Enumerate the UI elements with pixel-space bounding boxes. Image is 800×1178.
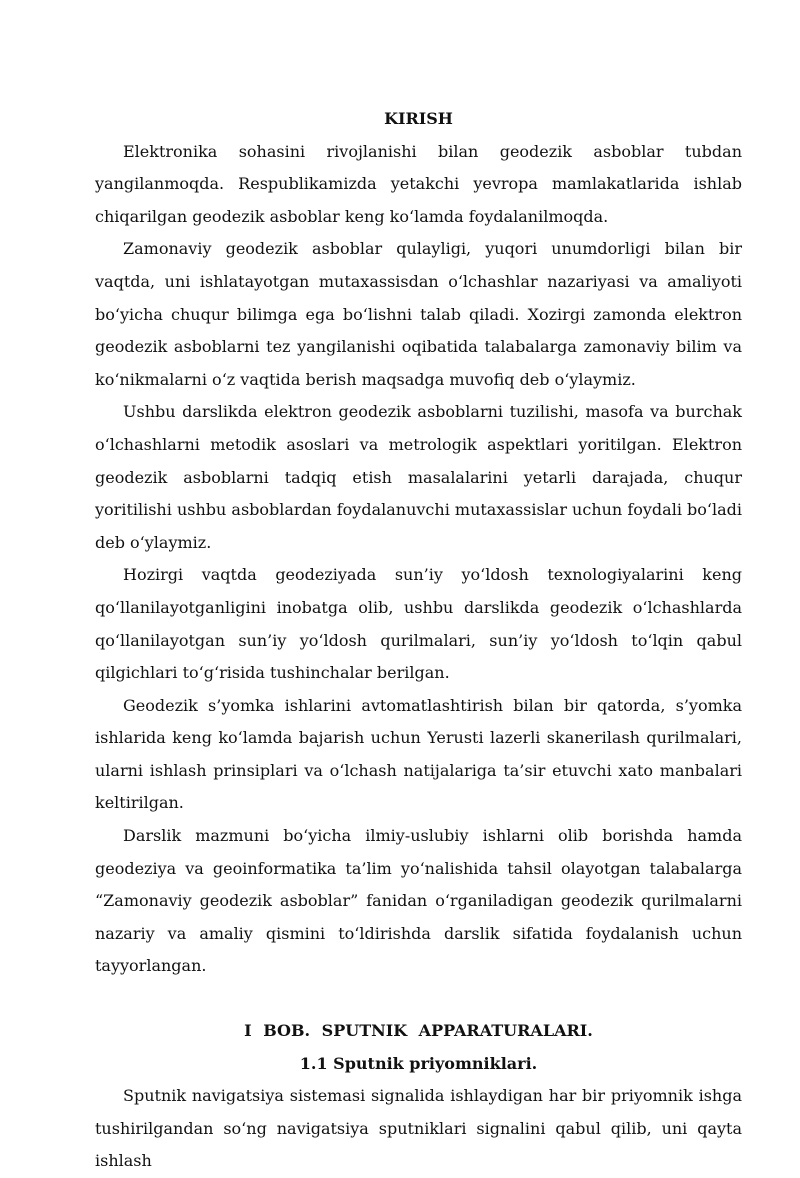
intro-paragraph-1: Elektronika sohasini rivojlanishi bilan geodezik asboblar tubdan yangilanmoqda. Respublikamizda yetakchi yevropa mamlakatlarida ishlab chiqarilgan geodezik asboblar keng koʻlamda foydalanilmoqda. [95, 141, 742, 226]
section-heading: 1.1 Sputnik priyomniklari. [299, 1053, 538, 1073]
intro-heading: KIRISH [384, 109, 453, 128]
section-paragraph-1: Sputnik navigatsiya sistemasi signalida ishlaydigan har bir priyomnik ishga tushirilgandan soʻng navigatsiya sputniklari signalini qabul qilib, uni qayta ishlash [95, 1086, 742, 1171]
intro-paragraph-6: Darslik mazmuni boʻyicha ilmiy-uslubiy ishlarni olib borishda hamda geodeziya va geoinformatika ta’lim yoʻnalishida tahsil olayotgan talabalarga “Zamonaviy geodezik asboblar” fanidan oʻrganiladigan geodezik qurilmalarni nazariy va amaliy qismini toʻldirishda darslik sifatida foydalanish uchun tayyorlangan. [95, 826, 742, 976]
intro-paragraph-4: Hozirgi vaqtda geodeziyada sun’iy yoʻldosh texnologiyalarini keng qoʻllanilayotganligini inobatga olib, ushbu darslikda geodezik oʻlchashlarda qoʻllanilayotgan sun’iy yoʻldosh qurilmalari, sun’iy yoʻldosh toʻlqin qabul qilgichlari toʻgʻrisida tushinchalar berilgan. [95, 565, 742, 683]
chapter-heading: I BOB. SPUTNIK APPARATURALARI. [244, 1021, 593, 1041]
intro-paragraph-5: Geodezik s’yomka ishlarini avtomatlashtirish bilan bir qatorda, s’yomka ishlarida keng koʻlamda bajarish uchun Yerusti lazerli skanerilash qurilmalari, ularni ishlash prinsiplari va oʻlchash natijalariga ta’sir etuvchi xato manbalari keltirilgan. [95, 695, 742, 813]
intro-paragraph-3: Ushbu darslikda elektron geodezik asboblarni tuzilishi, masofa va burchak oʻlchashlarni metodik asoslari va metrologik aspektlari yoritilgan. Elektron geodezik asboblarni tadqiq etish masalalarini yetarli darajada, chuqur yoritilishi ushbu asboblardan foydalanuvchi mutaxassislar uchun foydali boʻladi deb oʻylaymiz. [95, 402, 742, 552]
intro-paragraph-2: Zamonaviy geodezik asboblar qulayligi, yuqori unumdorligi bilan bir vaqtda, uni ishlatayotgan mutaxassisdan oʻlchashlar nazariyasi va amaliyoti boʻyicha chuqur bilimga ega boʻlishni talab qiladi. Xozirgi zamonda elektron geodezik asboblarni tez yangilanishi oqibatida talabalarga zamonaviy bilim va koʻnikmalarni oʻz vaqtida berish maqsadga muvofiq deb oʻylaymiz. [95, 239, 742, 389]
document-page [95, 103, 742, 1178]
